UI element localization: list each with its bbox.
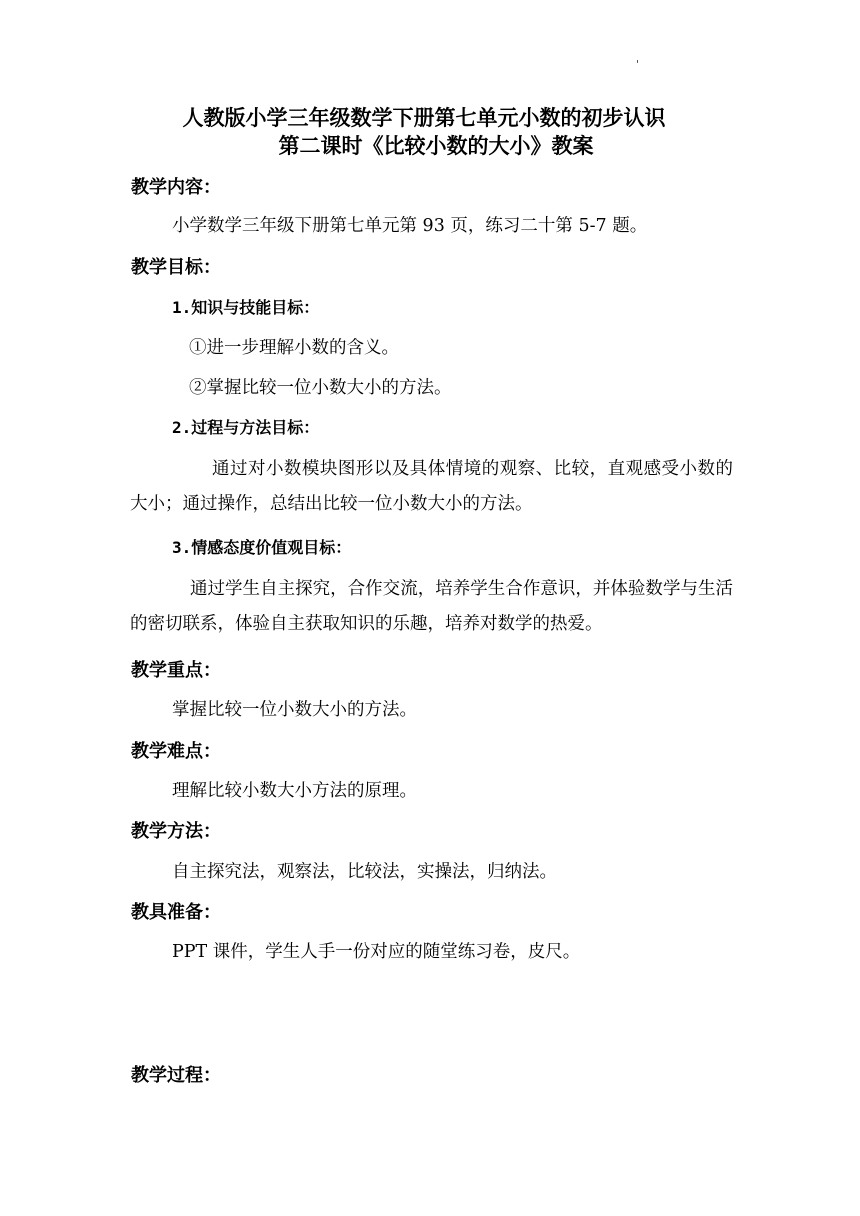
heading-teaching-process: 教学过程： <box>131 1065 221 1086</box>
document-subtitle: 第二课时《比较小数的大小》教案 <box>278 134 594 158</box>
goal1-heading: 1.知识与技能目标： <box>172 298 320 317</box>
goal2-heading: 2.过程与方法目标： <box>172 418 320 437</box>
goal2-text: 通过对小数模块图形以及具体情境的观察、比较，直观感受小数的大小；通过操作，总结出比较一位小数大小的方法。 <box>130 459 733 514</box>
difficulty-text: 理解比较小数大小方法的原理。 <box>172 781 417 801</box>
materials-text: PPT 课件，学生人手一份对应的随堂练习卷，皮尺。 <box>172 942 581 962</box>
goal3-text: 通过学生自主探究，合作交流，培养学生合作意识，并体验数学与生活的密切联系，体验自主获取知识的乐趣，培养对数学的热爱。 <box>130 579 733 634</box>
teaching-content-text: 小学数学三年级下册第七单元第 93 页，练习二十第 5-7 题。 <box>172 216 648 236</box>
page-mark: ' <box>636 58 640 71</box>
heading-methods: 教学方法： <box>131 821 221 842</box>
heading-teaching-content: 教学内容： <box>131 177 221 198</box>
goal3-heading: 3.情感态度价值观目标： <box>172 538 352 557</box>
goal1-item-1: ①进一步理解小数的含义。 <box>189 338 399 358</box>
heading-teaching-goals: 教学目标： <box>131 257 221 278</box>
key-point-text: 掌握比较一位小数大小的方法。 <box>172 700 417 720</box>
heading-key-point: 教学重点： <box>131 660 221 681</box>
heading-difficulty: 教学难点： <box>131 741 221 762</box>
document-title: 人教版小学三年级数学下册第七单元小数的初步认识 <box>182 106 666 130</box>
heading-materials: 教具准备： <box>131 902 221 923</box>
methods-text: 自主探究法，观察法，比较法，实操法，归纳法。 <box>172 862 557 882</box>
goal1-item-2: ②掌握比较一位小数大小的方法。 <box>189 378 452 398</box>
